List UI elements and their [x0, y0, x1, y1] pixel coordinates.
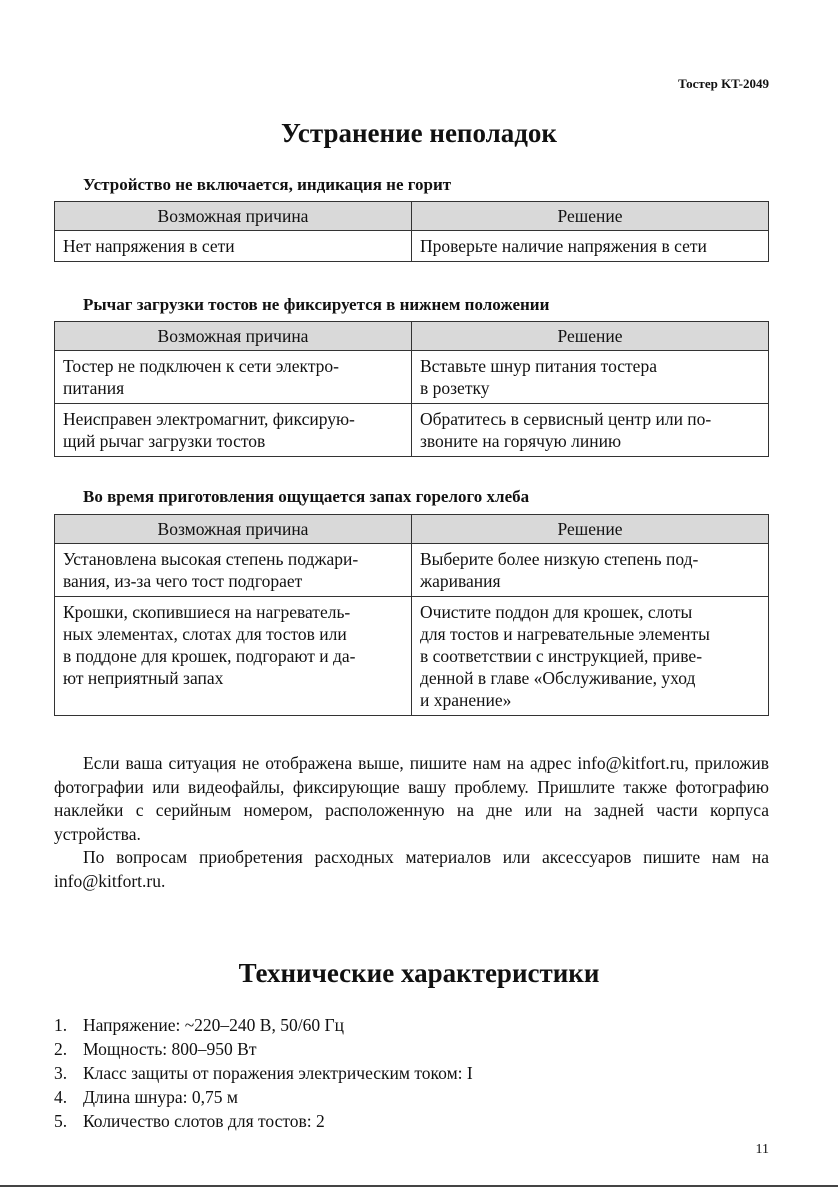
- cause-cell: [55, 544, 412, 597]
- solution-cell: [412, 597, 769, 716]
- specs-title: Технические характеристики: [238, 958, 600, 988]
- cause-cell: [55, 351, 412, 404]
- cell-line: ных элементах, слотах для тостов или: [63, 624, 347, 644]
- list-item-text: Мощность: 800–950 Вт: [83, 1039, 257, 1059]
- troubleshooting-table: [54, 514, 769, 716]
- list-item: [54, 1037, 473, 1061]
- solution-column-header: Решение: [412, 202, 769, 231]
- table-row: [55, 597, 769, 716]
- solution-cell: [412, 231, 769, 262]
- table-row: [55, 351, 769, 404]
- cell-line: вания, из-за чего тост подгорает: [63, 571, 303, 591]
- cell-line: Установлена высокая степень поджари-: [63, 549, 359, 569]
- list-item: [54, 1061, 473, 1085]
- table-row: [55, 231, 769, 262]
- cell-line: в поддоне для крошек, подгорают и да-: [63, 646, 356, 666]
- cell-line: звоните на горячую линию: [420, 431, 622, 451]
- list-item-text: Класс защиты от поражения электрическим током: I: [83, 1063, 473, 1083]
- solution-cell: [412, 351, 769, 404]
- cell-line: Обратитесь в сервисный центр или по-: [420, 409, 712, 429]
- troubleshooting-title: Устранение неполадок: [281, 118, 557, 148]
- solution-cell: [412, 544, 769, 597]
- cell-line: питания: [63, 378, 125, 398]
- cell-line: и хранение»: [420, 690, 512, 710]
- list-item: [54, 1085, 473, 1109]
- list-item-number: 2.: [54, 1039, 68, 1059]
- cell-line: Нет напряжения в сети: [63, 236, 235, 256]
- cell-line: Вставьте шнур питания тостера: [420, 356, 657, 376]
- cause-cell: [55, 597, 412, 716]
- table-row: [55, 544, 769, 597]
- running-header: Тостер KT-2049: [678, 76, 769, 91]
- contact-paragraph: [54, 846, 769, 893]
- solution-column-header: Решение: [412, 322, 769, 351]
- cell-line: Проверьте наличие напряжения в сети: [420, 236, 707, 256]
- cell-line: денной в главе «Обслуживание, уход: [420, 668, 696, 688]
- table-header-row: [55, 322, 769, 351]
- bottom-rule: [0, 1185, 838, 1187]
- list-item: [54, 1013, 473, 1037]
- list-item-text: Напряжение: ~220–240 В, 50/60 Гц: [83, 1015, 344, 1035]
- table-row: [55, 404, 769, 457]
- cause-column-header: Возможная причина: [55, 202, 412, 231]
- list-item-text: Длина шнура: 0,75 м: [83, 1087, 238, 1107]
- specs-list: [54, 1013, 473, 1133]
- cell-line: Тостер не подключен к сети электро-: [63, 356, 340, 376]
- troubleshooting-table: [54, 321, 769, 457]
- cell-line: Крошки, скопившиеся на нагреватель-: [63, 602, 351, 622]
- list-item-number: 5.: [54, 1111, 68, 1131]
- contact-text: Если ваша ситуация не отображена выше, пишите нам на адрес info@kitfort.ru, приложив фотографии или видеофайлы, фиксирующие вашу проблему. Пришлите также фотографию наклейки с серийным номером, расположенную на дне или на задней части корпуса устройства.: [54, 753, 769, 844]
- cell-line: ют неприятный запах: [63, 668, 224, 688]
- problem-heading: Рычаг загрузки тостов не фиксируется в нижнем положении: [83, 295, 550, 314]
- contact-text: По вопросам приобретения расходных материалов или аксессуаров пишите нам на info@kitfort.ru.: [54, 847, 769, 891]
- cause-column-header: Возможная причина: [55, 322, 412, 351]
- list-item-text: Количество слотов для тостов: 2: [83, 1111, 325, 1131]
- solution-cell: [412, 404, 769, 457]
- table-header-row: [55, 515, 769, 544]
- problem-heading: Во время приготовления ощущается запах горелого хлеба: [83, 487, 530, 506]
- list-item-number: 1.: [54, 1015, 68, 1035]
- page-number: 11: [755, 1142, 769, 1157]
- cell-line: в соответствии с инструкцией, приве-: [420, 646, 703, 666]
- list-item-number: 4.: [54, 1087, 68, 1107]
- list-item: [54, 1109, 473, 1133]
- list-item-number: 3.: [54, 1063, 68, 1083]
- cell-line: в розетку: [420, 378, 490, 398]
- cell-line: Неисправен электромагнит, фиксирую-: [63, 409, 355, 429]
- cell-line: Очистите поддон для крошек, слоты: [420, 602, 693, 622]
- cell-line: жаривания: [420, 571, 501, 591]
- cell-line: для тостов и нагревательные элементы: [420, 624, 710, 644]
- table-header-row: [55, 202, 769, 231]
- cell-line: Выберите более низкую степень под-: [420, 549, 699, 569]
- contact-paragraph: [54, 752, 769, 846]
- problem-heading: Устройство не включается, индикация не горит: [83, 175, 452, 194]
- cause-column-header: Возможная причина: [55, 515, 412, 544]
- cell-line: щий рычаг загрузки тостов: [63, 431, 266, 451]
- solution-column-header: Решение: [412, 515, 769, 544]
- troubleshooting-table: [54, 201, 769, 262]
- cause-cell: [55, 231, 412, 262]
- cause-cell: [55, 404, 412, 457]
